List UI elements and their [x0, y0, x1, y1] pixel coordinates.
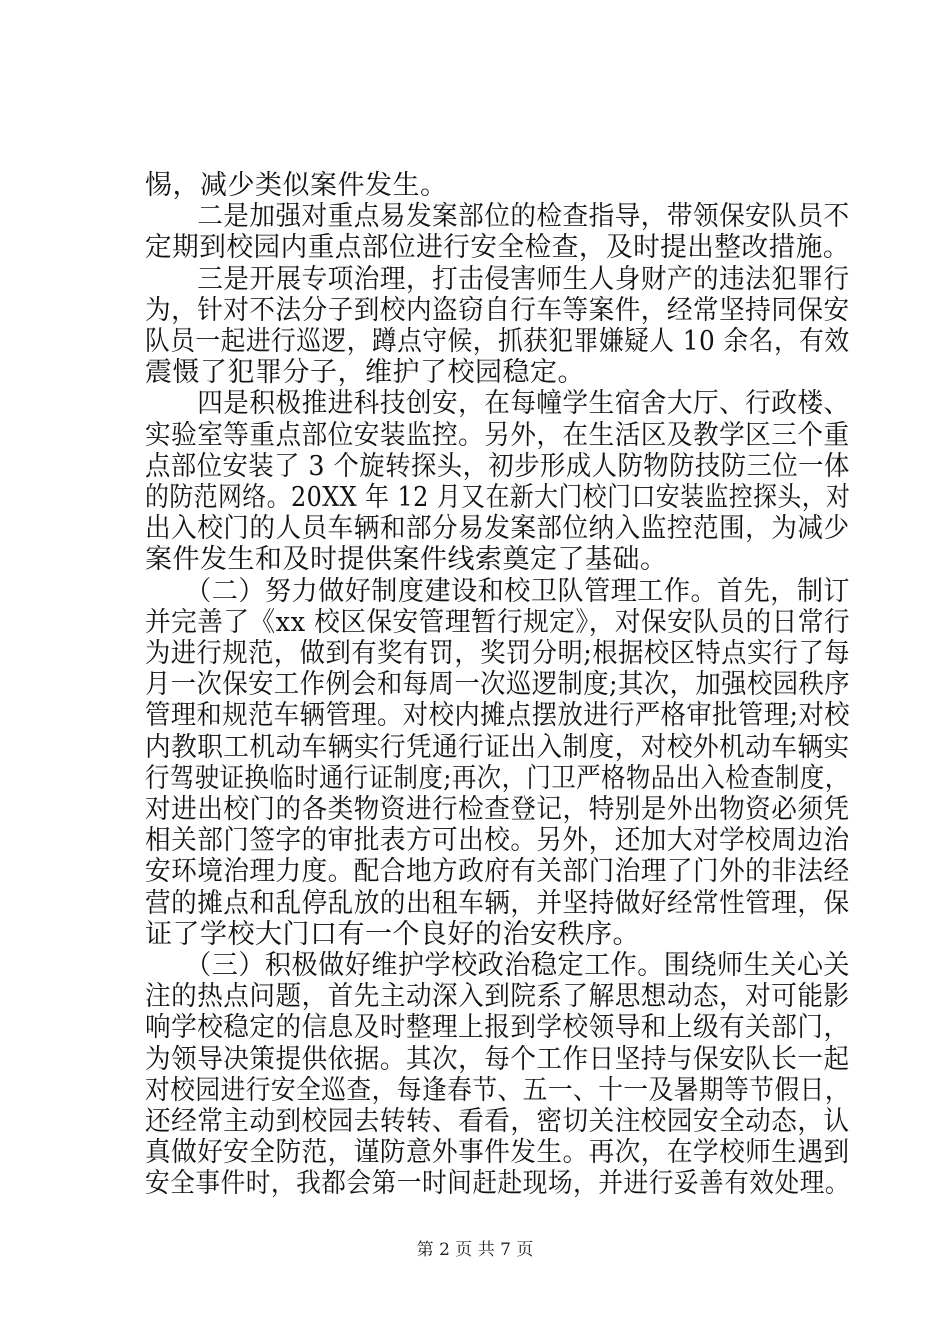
text-line: 营的摊点和乱停乱放的出租车辆，并坚持做好经常性管理，保: [145, 887, 850, 919]
text-line: 三是开展专项治理，打击侵害师生人身财产的违法犯罪行: [145, 263, 850, 295]
text-line: 管理和规范车辆管理。对校内摊点摆放进行严格审批管理;对校: [145, 700, 851, 732]
text-line: 证了学校大门口有一个良好的治安秩序。: [145, 918, 640, 950]
text-line: （三）积极做好维护学校政治稳定工作。围绕师生关心关: [145, 950, 851, 981]
text-line: 还经常主动到校园去转转、看看，密切关注校园安全动态，认: [145, 1106, 850, 1137]
text-line: 为进行规范，做到有奖有罚，奖罚分明;根据校区特点实行了每: [145, 638, 851, 669]
text-line: 震慑了犯罪分子，维护了校园稳定。: [145, 357, 585, 389]
text-line: 队员一起进行巡逻，蹲点守候，抓获犯罪嫌疑人 10 余名，有效: [145, 326, 850, 357]
text-line: 对校园进行安全巡查，每逢春节、五一、十一及暑期等节假日，: [145, 1074, 851, 1106]
text-line: 案件发生和及时提供案件线索奠定了基础。: [145, 544, 668, 576]
text-line: 定期到校园内重点部位进行安全检查，及时提出整改措施。: [145, 232, 850, 264]
text-line: 实验室等重点部位安装监控。另外，在生活区及教学区三个重: [145, 419, 850, 451]
text-line: 安环境治理力度。配合地方政府有关部门治理了门外的非法经: [145, 856, 850, 888]
text-line: 为，针对不法分子到校内盗窃自行车等案件，经常坚持同保安: [145, 294, 850, 326]
text-line: 四是积极推进科技创安，在每幢学生宿舍大厅、行政楼、: [145, 388, 850, 420]
text-line: 响学校稳定的信息及时整理上报到学校领导和上级有关部门，: [145, 1012, 850, 1044]
text-line: 的防范网络。20XX 年 12 月又在新大门校门口安装监控探头，对: [145, 482, 851, 513]
page-footer: [0, 1238, 950, 1262]
text-line: 内教职工机动车辆实行凭通行证出入制度，对校外机动车辆实: [145, 731, 850, 763]
text-line: 为领导决策提供依据。其次，每个工作日坚持与保安队长一起: [145, 1043, 850, 1075]
text-line: 惕，减少类似案件发生。: [145, 170, 448, 201]
text-line: 相关部门签字的审批表方可出校。另外，还加大对学校周边治: [145, 825, 850, 857]
text-line: 注的热点问题，首先主动深入到院系了解思想动态，对可能影: [145, 981, 850, 1013]
text-line: 出入校门的人员车辆和部分易发案部位纳入监控范围，为减少: [145, 513, 850, 545]
text-line: 并完善了《xx 校区保安管理暂行规定》，对保安队员的日常行: [145, 606, 851, 638]
text-line: 月一次保安工作例会和每周一次巡逻制度;其次，加强校园秩序: [145, 669, 851, 701]
text-line: 对进出校门的各类物资进行检查登记，特别是外出物资必须凭: [145, 794, 850, 825]
text-line: 二是加强对重点易发案部位的检查指导，带领保安队员不: [145, 201, 850, 233]
text-line: 真做好安全防范，谨防意外事件发生。再次，在学校师生遇到: [145, 1137, 850, 1169]
text-line: 安全事件时，我都会第一时间赶赴现场，并进行妥善有效处理。: [145, 1168, 851, 1200]
page-number-label: 第 2 页 共 7 页: [416, 1240, 534, 1260]
text-line: 行驾驶证换临时通行证制度;再次，门卫严格物品出入检查制度，: [145, 762, 850, 794]
text-line: 点部位安装了 3 个旋转探头，初步形成人防物防技防三位一体: [145, 450, 850, 482]
text-line: （二）努力做好制度建设和校卫队管理工作。首先，制订: [145, 575, 851, 607]
